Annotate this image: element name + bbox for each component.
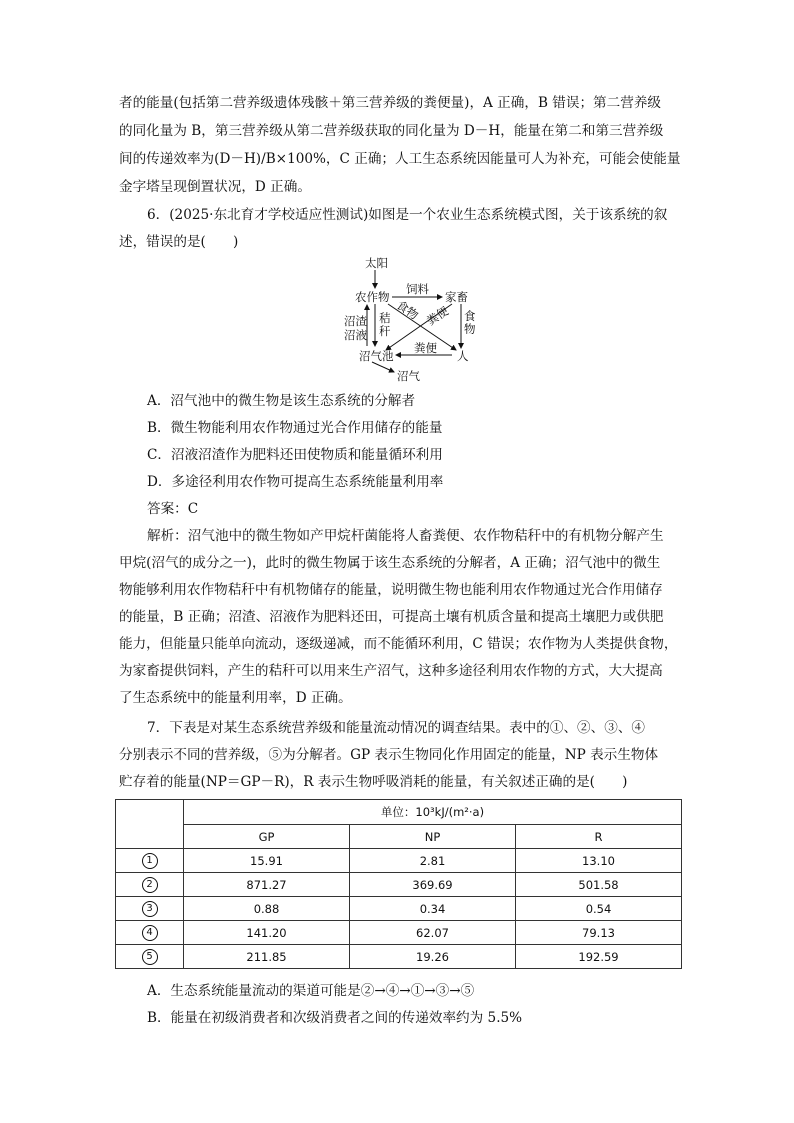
row-label-badge: 2 bbox=[142, 877, 158, 893]
label-food-diagonal: 食物 bbox=[394, 297, 421, 323]
cell-r: 13.10 bbox=[516, 849, 682, 873]
node-biogas: 沼气 bbox=[397, 369, 420, 383]
q6-analysis-line-5: 能力，但能量只能单向流动，逐级递减，而不能循环利用，C 错误；农作物为人类提供食物， bbox=[119, 636, 678, 652]
cell-r: 0.54 bbox=[516, 897, 682, 921]
q6-option-b: B．微生物能利用农作物通过光合作用储存的能量 bbox=[147, 420, 443, 436]
q7-option-a: A．生态系统能量流动的渠道可能是②→④→①→③→⑤ bbox=[147, 983, 475, 999]
cell-gp: 15.91 bbox=[184, 849, 350, 873]
cell-r: 501.58 bbox=[516, 873, 682, 897]
q7-stem-line-3: 贮存着的能量(NP＝GP－R)，R 表示生物呼吸消耗的能量，有关叙述正确的是( ) bbox=[119, 774, 628, 790]
header-np: NP bbox=[350, 825, 516, 849]
q6-analysis-line-6: 为家畜提供饲料，产生的秸秆可以用来生产沼气，这种多途径利用农作物的方式，大大提高 bbox=[119, 663, 663, 679]
label-manure-diagonal: 粪便 bbox=[424, 303, 451, 329]
q6-stem-line-1: 6．(2025·东北育才学校适应性测试)如图是一个农业生态系统模式图，关于该系统的叙 bbox=[147, 207, 668, 223]
q6-analysis-line-4: 的能量，B 正确；沼渣、沼液作为肥料还田，可提高土壤有机质含量和提高土壤肥力或供肥 bbox=[119, 609, 664, 625]
q6-analysis-line-1: 解析：沼气池中的微生物如产甲烷杆菌能将人畜粪便、农作物秸秆中的有机物分解产生 bbox=[147, 528, 664, 544]
arrow-biogas-pit-to-gas bbox=[372, 362, 394, 372]
label-feed: 饲料 bbox=[406, 282, 429, 296]
q6-option-a: A．沼气池中的微生物是该生态系统的分解者 bbox=[147, 393, 416, 409]
cell-np: 2.81 bbox=[350, 849, 516, 873]
q6-option-c: C．沼液沼渣作为肥料还田使物质和能量循环利用 bbox=[147, 447, 443, 463]
q7-stem-line-1: 7．下表是对某生态系统营养级和能量流动情况的调查结果。表中的①、②、③、④ bbox=[147, 720, 646, 736]
paragraph-top-line-1: 者的能量(包括第二营养级遗体残骸＋第三营养级的粪便量)，A 正确，B 错误；第二营养级 bbox=[119, 95, 662, 111]
table-row bbox=[116, 849, 682, 873]
header-gp: GP bbox=[184, 825, 350, 849]
cell-r: 79.13 bbox=[516, 921, 682, 945]
q7-stem-line-2: 分别表示不同的营养级，⑤为分解者。GP 表示生物同化作用固定的能量，NP 表示生物体 bbox=[119, 747, 659, 763]
cell-gp: 141.20 bbox=[184, 921, 350, 945]
row-label-badge: 5 bbox=[142, 949, 158, 965]
row-label-badge: 4 bbox=[142, 925, 158, 941]
q6-stem-line-2: 述，错误的是( ) bbox=[119, 234, 239, 250]
paragraph-top-line-3: 间的传递效率为(D－H)/B×100%，C 正确；人工生态系统因能量可人为补充，可能会使能量 bbox=[119, 151, 681, 167]
q6-option-d: D．多途径利用农作物可提高生态系统能量利用率 bbox=[147, 474, 444, 490]
node-crops: 农作物 bbox=[355, 290, 390, 304]
label-slurry: 沼液 bbox=[344, 328, 367, 342]
table-row bbox=[116, 921, 682, 945]
cell-np: 19.26 bbox=[350, 945, 516, 969]
table-row bbox=[116, 873, 682, 897]
energy-flow-table bbox=[115, 799, 682, 969]
label-manure-bottom: 粪便 bbox=[414, 341, 437, 355]
label-straw: 秸秆 bbox=[379, 311, 391, 338]
cell-np: 62.07 bbox=[350, 921, 516, 945]
row-label-badge: 1 bbox=[142, 853, 158, 869]
q6-analysis-line-3: 物能够利用农作物秸秆中有机物储存的能量，说明微生物也能利用农作物通过光合作用储存 bbox=[119, 582, 663, 598]
q6-answer: 答案：C bbox=[147, 501, 199, 517]
row-label-badge: 3 bbox=[142, 901, 158, 917]
label-food-vertical: 食物 bbox=[464, 309, 476, 336]
table-unit: 单位：10³kJ/(m²·a) bbox=[184, 800, 682, 825]
q6-analysis-line-7: 了生态系统中的能量利用率，D 正确。 bbox=[119, 690, 352, 706]
q7-option-b: B．能量在初级消费者和次级消费者之间的传递效率约为 5.5% bbox=[147, 1010, 523, 1026]
cell-gp: 0.88 bbox=[184, 897, 350, 921]
cell-gp: 211.85 bbox=[184, 945, 350, 969]
q6-analysis-line-2: 甲烷(沼气的成分之一)，此时的微生物属于该生态系统的分解者，A 正确；沼气池中的微生 bbox=[119, 555, 661, 571]
table-row bbox=[116, 945, 682, 969]
node-sun: 太阳 bbox=[365, 256, 388, 270]
node-biogas-pit: 沼气池 bbox=[359, 349, 394, 363]
table-row bbox=[116, 897, 682, 921]
cell-r: 192.59 bbox=[516, 945, 682, 969]
paragraph-top-line-2: 的同化量为 B，第三营养级从第二营养级获取的同化量为 D－H，能量在第二和第三营养级 bbox=[119, 123, 664, 139]
label-residue: 沼渣 bbox=[344, 314, 367, 328]
node-human: 人 bbox=[457, 349, 469, 363]
table-corner-cell bbox=[116, 800, 184, 849]
node-livestock: 家畜 bbox=[445, 290, 468, 304]
agro-ecosystem-diagram bbox=[330, 252, 490, 386]
cell-gp: 871.27 bbox=[184, 873, 350, 897]
cell-np: 0.34 bbox=[350, 897, 516, 921]
cell-np: 369.69 bbox=[350, 873, 516, 897]
header-r: R bbox=[516, 825, 682, 849]
paragraph-top-line-4: 金字塔呈现倒置状况，D 正确。 bbox=[119, 179, 311, 195]
